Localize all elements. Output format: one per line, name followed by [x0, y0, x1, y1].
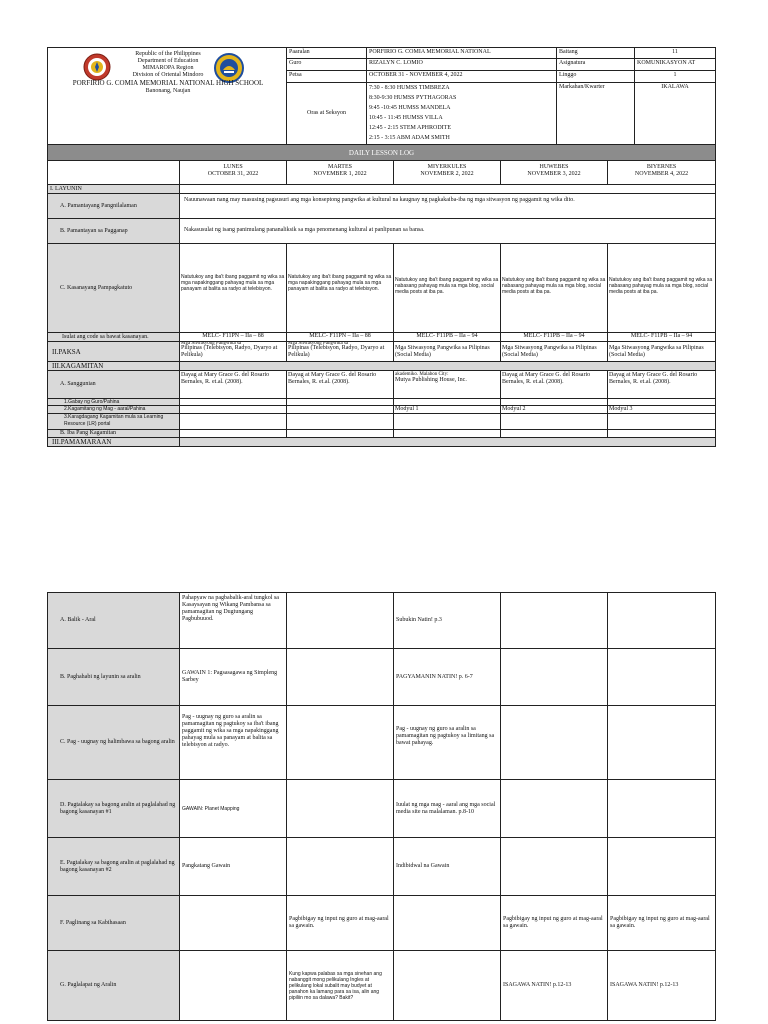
gabay-label: 1.Gabay ng Guro/Pahina: [47, 399, 180, 406]
proc-e-huwebes: [501, 838, 608, 896]
sanggunian-biyernes: [608, 371, 716, 399]
sanggunian-martes: [287, 371, 394, 399]
title-bar: [47, 145, 716, 161]
cell-text: Iuulat ng mga mag - aaral ang mga social media site na malalaman. p.8-10: [396, 801, 496, 815]
proc-c-lunes: Pag - uugnay ng guro sa aralin sa pamamagitan ng pagtukoy sa iba't ibang paggamit ng wika sa mga napakinggang pahayag mula sa panayam at balita sa telebisyon at radyo.: [180, 706, 287, 780]
proc-b-miyerkules: [394, 649, 501, 706]
paksa-miyerkules: Mga Sitwasyong Pangwika sa Pilipinas (Social Media): [394, 342, 501, 362]
iba-cell: [608, 430, 716, 438]
proc-f-biyernes: [608, 896, 716, 951]
proc-label-c: [47, 706, 180, 780]
proc-g-huwebes: [501, 951, 608, 1021]
paksa-huwebes: Mga Sitwasyong Pangwika sa Pilipinas (Social Media): [501, 342, 608, 362]
cell-text: Pagbibigay ng input ng guro at mag-aaral sa gawain.: [289, 916, 389, 929]
pamantayan-pagganap-label: [47, 219, 180, 244]
schedule-line: 8:30-9:30 HUMSS PYTHAGORAS: [369, 95, 457, 101]
procedures-table: [47, 592, 716, 1021]
proc-c-biyernes: [608, 706, 716, 780]
label-text: II.PAKSA: [52, 347, 81, 356]
paksa-top: Mga Sitwasyong Pangwika sa: [181, 342, 242, 345]
proc-e-lunes: [180, 838, 287, 896]
kagamitan-mag-lunes: [180, 406, 287, 414]
kasanayan-lunes: Natutukoy ang iba't ibang paggamit ng wika sa mga napakinggang pahayag mula sa mga panayam at balita sa radyo at telebisyon.: [180, 244, 287, 333]
code-label: Isulat ang code sa bawat kasanayan.: [47, 333, 180, 342]
linggo-value: 1: [635, 71, 716, 83]
kagamitan-mag-biyernes: Modyul 3: [608, 406, 716, 414]
lesson-log-page-1: [47, 47, 716, 447]
kasanayan-miyerkules: Natutukoy ang iba't ibang paggamit ng wika sa nabasang pahayag mula sa mga blog, social media posts at iba pa.: [394, 244, 501, 333]
proc-d-huwebes: [501, 780, 608, 838]
header-lines: [48, 51, 288, 95]
cell-text: Pagbibigay ng input ng guro at mag-aaral sa gawain.: [610, 916, 710, 929]
kagamitan-label: III.KAGAMITAN: [47, 362, 180, 371]
header-line-deped: Department of Education: [137, 58, 199, 64]
ref-bernales: Bernales, R. et.al. (2008).: [609, 379, 671, 385]
day-header-martes: [287, 161, 394, 185]
schedule-line: 7:30 - 8:30 HUMSS TIMBREZA: [369, 85, 450, 91]
paksa-text: Pilipinas (Telebisyon, Radyo, Dyaryo at Pelikula): [288, 345, 385, 358]
baitang-label: Baitang: [557, 47, 635, 59]
label-text: C. Kasanayang Pampagkatuto: [60, 284, 133, 291]
kasanayan-biyernes: Natutukoy ang iba't ibang paggamit ng wika sa nabasang pahayag mula sa mga blog, social media posts at iba pa.: [608, 244, 716, 333]
code-huwebes: MELC- F11PB – IIa – 94: [501, 333, 608, 342]
day-header-lunes: [180, 161, 287, 185]
ref-dayag: Dayag at Mary Grace G. del Rosario: [181, 372, 270, 378]
proc-f-martes: [287, 896, 394, 951]
label-text: D. Pagtalakay sa bagong aralin at paglalahad ng bagong kasanayan #1: [60, 801, 176, 815]
code-martes: MELC- F11PN – IIa – 88: [287, 333, 394, 342]
markahan-label: Markahan/Kwarter: [557, 83, 635, 145]
proc-b-biyernes: [608, 649, 716, 706]
ref-bernales: Bernales, R. et.al. (2008).: [181, 379, 243, 385]
pamantayang-pangnilalaman-text: Nauunawaan nang may masusing pagsusuri ang mga konseptong pangwika at kultural na kaugnay ng pagkakaiba-iba ng mga sitwasyon ng paggamit ng wika dito.: [180, 194, 716, 219]
oras-label-text: Oras at Seksyon: [307, 110, 346, 116]
label-text: G. Paglalapat ng Aralin: [60, 982, 117, 988]
school-name: PORFIRIO G. COMIA MEMORIAL NATIONAL HIGH SCHOOL: [72, 79, 264, 87]
proc-b-martes: [287, 649, 394, 706]
code-lunes: MELC- F11PN – IIa – 88: [180, 333, 287, 342]
paksa-martes: [287, 342, 394, 362]
paksa-biyernes: Mga Sitwasyong Pangwika sa Pilipinas (Social Media): [608, 342, 716, 362]
proc-a-martes: [287, 593, 394, 649]
iba-cell: [394, 430, 501, 438]
title-bar-text: DAILY LESSON LOG: [348, 148, 415, 157]
day-name: HUWEBES: [539, 164, 569, 170]
lr-cell: [394, 414, 501, 430]
proc-label-d: [47, 780, 180, 838]
label-text: B. Pamantayan sa Pagganap: [60, 227, 128, 234]
proc-c-martes: [287, 706, 394, 780]
cell-text: PAGYAMANIN NATIN! p. 6-7: [396, 673, 473, 680]
gabay-cell: [394, 399, 501, 406]
day-name: BIYERNES: [646, 164, 677, 170]
label-text: F. Paglinang sa Kabihasaan: [60, 919, 126, 926]
iba-cell: [501, 430, 608, 438]
schedule-line: 10:45 - 11:45 HUMSS VILLA: [369, 115, 443, 121]
asignatura-label: Asignatura: [557, 59, 635, 71]
schedule-line: 9:45 -10:45 HUMSS MANDELA: [369, 105, 451, 111]
kagamitan-mag-martes: [287, 406, 394, 414]
paksa-text: Pilipinas (Telebisyon, Radyo, Dyaryo at Pelikula): [181, 345, 278, 358]
day-header-blank: [47, 161, 180, 185]
proc-label-g: [47, 951, 180, 1021]
proc-c-miyerkules: Pag - uugnay ng guro sa aralin sa pamamagitan ng pagtukoy sa limitang sa bawat pahayag.: [394, 706, 501, 780]
guro-value: RIZALYN C. LOMIO: [367, 59, 557, 71]
day-date: NOVEMBER 1, 2022: [313, 171, 367, 177]
proc-a-huwebes: [501, 593, 608, 649]
linggo-label: Linggo: [557, 71, 635, 83]
layunin-blank: [180, 185, 716, 194]
kagamitan-mag-miyerkules: Modyul 1: [394, 406, 501, 414]
kasanayan-label: [47, 244, 180, 333]
sanggunian-huwebes: [501, 371, 608, 399]
proc-d-martes: [287, 780, 394, 838]
cell-text: ISAGAWA NATIN! p.12-13: [610, 982, 679, 988]
cell-text: GAWAIN 1: Pagsasagawa ng Simpleng Sarbey: [182, 670, 278, 683]
label-text: E. Pagtalakay sa bagong aralin at paglalahad ng bagong kasanayan #2: [60, 859, 175, 873]
label-text: A. Pamantayang Pangnilalaman: [60, 202, 137, 209]
baitang-value: 11: [635, 47, 716, 59]
header-line-division: Division of Oriental Mindoro: [132, 72, 204, 78]
label-text: A. Balik - Aral: [60, 617, 96, 623]
pamantayan-pagganap-text: Nakasusulat ng isang panimulang pananaliksik sa mga penomenang kultural at panlipunan sa bansa.: [180, 219, 716, 244]
proc-label-b: [47, 649, 180, 706]
gabay-cell: [287, 399, 394, 406]
header-line-republic: Republic of the Philippines: [135, 51, 201, 57]
ref-dayag: Dayag at Mary Grace G. del Rosario: [502, 372, 591, 378]
proc-label-a: [47, 593, 180, 649]
proc-a-biyernes: [608, 593, 716, 649]
proc-a-lunes: Pahapyaw na pagbabalik-aral tungkol sa Kasaysayan ng Wikang Pambansa sa pamamagitan ng Dugtungang Pagbubuuod.: [180, 593, 287, 649]
pamantayang-pangnilalaman-label: [47, 194, 180, 219]
ref-mutya-top: akademiko. Malabon City:: [395, 372, 449, 377]
ref-dayag: Dayag at Mary Grace G. del Rosario: [609, 372, 698, 378]
proc-label-f: [47, 896, 180, 951]
schedule-line: 12:45 - 2:15 STEM APHRODITE: [369, 125, 452, 131]
paksa-lunes: [180, 342, 287, 362]
kagamitan-bar: [180, 362, 716, 371]
asignatura-value: KOMUNIKASYON AT: [635, 59, 716, 71]
pamamaraan-bar: [180, 438, 716, 447]
proc-d-miyerkules: [394, 780, 501, 838]
proc-b-lunes: [180, 649, 287, 706]
school-header: [47, 47, 287, 145]
day-date: NOVEMBER 3, 2022: [527, 171, 581, 177]
cell-text: Pangkatang Gawain: [182, 863, 231, 869]
day-date: OCTOBER 31, 2022: [207, 171, 259, 177]
iba-cell: [287, 430, 394, 438]
proc-g-biyernes: [608, 951, 716, 1021]
markahan-value: IKALAWA: [635, 83, 716, 145]
sanggunian-miyerkules: [394, 371, 501, 399]
label-text: C. Pag - uugnay ng halimbawa sa bagong aralin: [60, 739, 175, 745]
kasanayan-huwebes: Natutukoy ang iba't ibang paggamit ng wika sa nabasang pahayag mula sa mga blog, social media posts at iba pa.: [501, 244, 608, 333]
lr-cell: [180, 414, 287, 430]
proc-g-miyerkules: [394, 951, 501, 1021]
gabay-cell: [608, 399, 716, 406]
proc-g-martes: [287, 951, 394, 1021]
oras-label: [287, 83, 367, 145]
lr-cell: [501, 414, 608, 430]
petsa-value: OCTOBER 31 - NOVEMBER 4, 2022: [367, 71, 557, 83]
gabay-cell: [180, 399, 287, 406]
sanggunian-lunes: [180, 371, 287, 399]
paksa-label: [47, 342, 180, 362]
proc-d-lunes: [180, 780, 287, 838]
proc-label-e: [47, 838, 180, 896]
kagamitan-mag-huwebes: Modyul 2: [501, 406, 608, 414]
proc-f-huwebes: [501, 896, 608, 951]
proc-c-huwebes: [501, 706, 608, 780]
sanggunian-label: [47, 371, 180, 399]
header-line-region: MIMAROPA Region: [142, 65, 194, 71]
iba-cell: [180, 430, 287, 438]
pamamaraan-label: III.PAMAMARAAN: [47, 438, 180, 447]
ref-bernales: Bernales, R. et.al. (2008).: [288, 379, 350, 385]
guro-label: Guro: [287, 59, 367, 71]
proc-e-martes: [287, 838, 394, 896]
day-name: MIYERKULES: [427, 164, 467, 170]
layunin-label: I. LAYUNIN: [47, 185, 180, 194]
proc-d-biyernes: [608, 780, 716, 838]
day-date: NOVEMBER 2, 2022: [420, 171, 474, 177]
school-address: Banonang, Naujan: [145, 88, 191, 94]
cell-text: GAWAIN: Planet Mapping: [182, 805, 240, 812]
proc-b-huwebes: [501, 649, 608, 706]
proc-a-miyerkules: [394, 593, 501, 649]
label-text: A. Sanggunian: [60, 381, 96, 387]
label-text: B. Paghahabi ng layunin sa aralin: [60, 673, 141, 680]
day-header-miyerkules: [394, 161, 501, 185]
schedule-line: 2:15 - 3:15 ABM ADAM SMITH: [369, 135, 450, 141]
proc-f-miyerkules: [394, 896, 501, 951]
ref-mutya: Mutya Publishing House, Inc.: [395, 377, 467, 383]
kagamitan-mag-label: 2.Kagamitang ng Mag - aaral/Pahina: [47, 406, 180, 414]
paksa-top: Mga Sitwasyong Pangwika sa: [288, 342, 349, 345]
cell-text: Subukin Natin! p.3: [396, 617, 442, 623]
day-name: LUNES: [223, 164, 243, 170]
oras-schedule: [367, 83, 557, 145]
day-date: NOVEMBER 4, 2022: [634, 171, 689, 177]
proc-e-biyernes: [608, 838, 716, 896]
ref-bernales: Bernales, R. et.al. (2008).: [502, 379, 564, 385]
lr-portal-label: 3.Karagdagang Kagamitan mula sa Learning Resource (LR) portal: [47, 414, 180, 430]
cell-text: Indibidwal na Gawain: [396, 863, 450, 869]
cell-text: ISAGAWA NATIN! p.12-13: [503, 982, 572, 988]
proc-g-lunes: [180, 951, 287, 1021]
day-name: MARTES: [328, 164, 352, 170]
gabay-cell: [501, 399, 608, 406]
cell-text: Pagbibigay ng input ng guro at mag-aaral sa gawain.: [503, 916, 603, 929]
ref-dayag: Dayag at Mary Grace G. del Rosario: [288, 372, 377, 378]
cell-text: Kung kapwa palabas sa mga sinehan ang nabanggit mong pelikulang Ingles at pelikulang lokal subalit may budyet at panahon ka lamang para sa isa, alin ang pipiliin mo sa dalawa? Bakit?: [289, 970, 382, 1001]
day-header-biyernes: [608, 161, 716, 185]
code-miyerkules: MELC- F11PB – IIa – 94: [394, 333, 501, 342]
lr-cell: [608, 414, 716, 430]
paaralan-label: Paaralan: [287, 47, 367, 59]
proc-f-lunes: [180, 896, 287, 951]
paaralan-value: PORFIRIO G. COMIA MEMORIAL NATIONAL: [367, 47, 557, 59]
petsa-label: Petsa: [287, 71, 367, 83]
lr-cell: [287, 414, 394, 430]
day-header-huwebes: [501, 161, 608, 185]
proc-e-miyerkules: [394, 838, 501, 896]
kasanayan-martes: Natutukoy ang iba't ibang paggamit ng wika sa mga napakinggang pahayag mula sa mga panayam at balita sa radyo at telebisyon.: [287, 244, 394, 333]
iba-kagamitan-label: B. Iba Pang Kagamitan: [47, 430, 180, 438]
code-biyernes: MELC- F11PB – IIa – 94: [608, 333, 716, 342]
